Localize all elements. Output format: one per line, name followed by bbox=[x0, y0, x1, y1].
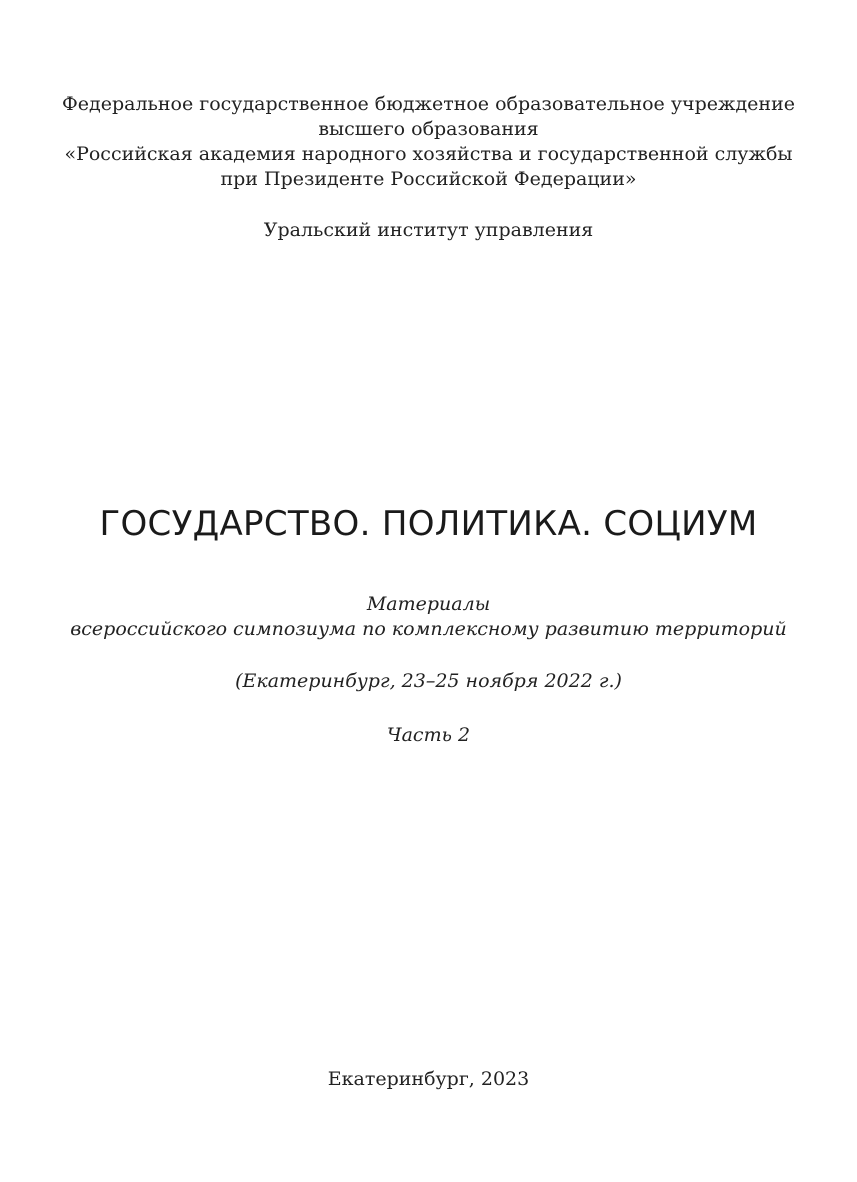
subtitle-line: всероссийского симпозиума по комплексному развитию территорий bbox=[70, 618, 787, 640]
document-title: ГОСУДАРСТВО. ПОЛИТИКА. СОЦИУМ bbox=[99, 504, 758, 544]
institution-line: Федеральное государственное бюджетное образовательное учреждение bbox=[62, 93, 795, 115]
document-subtitle bbox=[40, 592, 817, 642]
publication-city-year: Екатеринбург, 2023 bbox=[327, 1068, 530, 1090]
subtitle-line: Материалы bbox=[366, 593, 491, 615]
institution-line: высшего образования bbox=[318, 118, 539, 140]
event-dates: (Екатеринбург, 23–25 ноября 2022 г.) bbox=[235, 670, 622, 692]
institute-name: Уральский институт управления bbox=[263, 219, 594, 241]
institution-line: при Президенте Российской Федерации» bbox=[220, 168, 637, 190]
part-number: Часть 2 bbox=[386, 724, 471, 746]
institution-name bbox=[40, 92, 817, 192]
institution-line: «Российская академия народного хозяйства и государственной службы bbox=[64, 143, 793, 165]
